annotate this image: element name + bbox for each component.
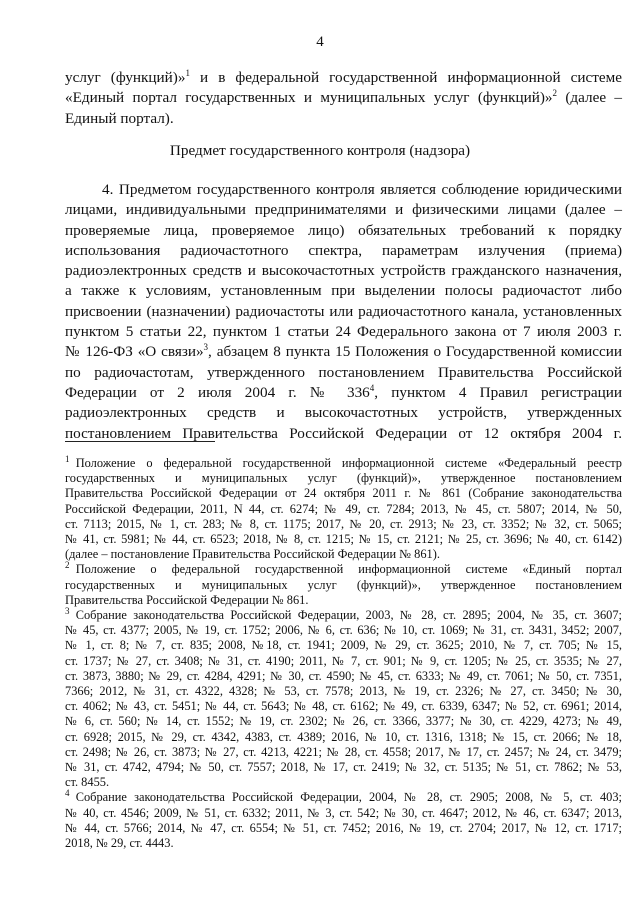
paragraph-intro bbox=[65, 68, 622, 129]
text-line bbox=[65, 68, 622, 88]
footnote-text: Собрание законодательства Российской Федерации, 2003, № 28, ст. 2895; 2004, № 35, ст. 3607; bbox=[75, 608, 622, 623]
footnote-text: Правительства Российской Федерации от 24 октября 2011 г. № 861 (Собрание законодательства bbox=[65, 486, 622, 501]
text-segment: использования радиочастотного спектра, параметрам излучения (приема) bbox=[65, 241, 622, 259]
paragraph-subject-of-control bbox=[65, 180, 622, 444]
footnote-text: Собрание законодательства Российской Федерации, 2004, № 28, ст. 2905; 2008, № 5, ст. 403; bbox=[75, 790, 622, 805]
text-segment: радиоэлектронных средств и высокочастотных устройств, утвержденных bbox=[65, 404, 622, 422]
footnote-line bbox=[65, 517, 622, 532]
footnote-text: ст. 6928; 2015, № 29, ст. 4342, 4383, ст. 4389; 2016, № 10, ст. 1316, 1318; № 15, ст. 2066; № 18, bbox=[65, 729, 622, 744]
text-segment: по радиочастотам, утвержденного постановлением Правительства Российской bbox=[65, 363, 622, 381]
footnote-mark: 2 bbox=[65, 560, 70, 571]
text-line bbox=[65, 322, 622, 342]
footnote-text: ст. 7113; 2015, № 1, ст. 283; № 8, ст. 1175; 2017, № 20, ст. 2913; № 23, ст. 3352; № 32, ст. 5065; bbox=[65, 516, 622, 531]
text-line bbox=[65, 200, 622, 220]
text-segment: лицами, индивидуальными предпринимателями и физическими лицами (далее – bbox=[65, 201, 622, 219]
footnote-text: № 45, ст. 4377; 2005, № 19, ст. 1752; 2006, № 6, ст. 636; № 10, ст. 1069; № 31, ст. 3431, 3452; 2007, bbox=[65, 623, 622, 638]
footnote-text: 2018, № 29, ст. 4443. bbox=[65, 836, 174, 851]
footnote-line bbox=[65, 547, 622, 562]
text-segment: (далее – bbox=[557, 89, 622, 107]
footnote-line bbox=[65, 821, 622, 836]
footnote-item bbox=[65, 562, 622, 608]
text-line bbox=[65, 302, 622, 322]
footnote-line bbox=[65, 502, 622, 517]
text-segment: проверяемые лица, проверяемое лицо) обязательных требований к порядку bbox=[65, 221, 622, 239]
text-line bbox=[65, 281, 622, 301]
text-segment: присвоении (назначении) радиочастоты или радиочастотного канала, установленных bbox=[65, 302, 622, 320]
footnote-line bbox=[65, 714, 622, 729]
section-heading: Предмет государственного контроля (надзора) bbox=[169, 142, 471, 159]
footnote-line bbox=[65, 775, 622, 790]
text-line bbox=[65, 363, 622, 383]
footnote-line bbox=[65, 593, 622, 608]
footnote-line bbox=[65, 790, 622, 805]
text-segment: радиоэлектронных средств и высокочастотных устройств гражданского назначения, bbox=[65, 262, 622, 280]
footnote-item bbox=[65, 605, 622, 790]
footnote-text: № 1, ст. 8; № 7, ст. 835; 2008, №18, ст. 1941; 2009, № 29, ст. 3625; 2010, № 7, ст. 705; № 15, bbox=[65, 638, 622, 653]
footnote-line bbox=[65, 453, 622, 471]
footnote-item bbox=[65, 453, 622, 562]
footnote-line bbox=[65, 699, 622, 714]
text-line bbox=[65, 88, 622, 108]
footnote-line bbox=[65, 605, 622, 623]
footnote-line bbox=[65, 684, 622, 699]
text-segment: «Единый портал государственных и муниципальных услуг (функций)» bbox=[65, 89, 553, 107]
footnote-text: № 44, ст. 5766; 2014, № 47, ст. 6554; № 51, ст. 7452; 2016, № 19, ст. 2704; 2017, № 12, ст. 1717; bbox=[65, 820, 622, 835]
footnote-text: Правительства Российской Федерации № 861. bbox=[65, 592, 309, 607]
footnote-line bbox=[65, 760, 622, 775]
footnote-text: № 41, ст. 5981; № 44, ст. 6523; 2018, № 8, ст. 1215; № 15, ст. 2121; № 25, ст. 3696; № 40, ст. 6142) bbox=[65, 532, 622, 547]
footnote-line bbox=[65, 669, 622, 684]
text-line bbox=[65, 403, 622, 423]
text-segment: Федерации от 2 июля 2004 г. № 336 bbox=[65, 383, 370, 401]
footnote-line bbox=[65, 836, 622, 851]
text-segment: а также к условиям, установленным при выделении полосы радиочастот либо bbox=[65, 282, 622, 300]
footnote-line bbox=[65, 654, 622, 669]
page-number: 4 bbox=[316, 34, 324, 50]
footnote-text: Положение о федеральной государственной информационной системе «Единый портал bbox=[75, 562, 622, 577]
text-segment: постановлением Правительства Российской Федерации от 12 октября 2004 г. bbox=[65, 424, 622, 442]
footnote-text: № 6, ст. 560; № 14, ст. 1552; № 19, ст. 2302; № 26, ст. 3366, 3377; № 30, ст. 4229, 4273; № 49, bbox=[65, 714, 622, 729]
footnote-mark: 3 bbox=[65, 605, 70, 616]
footnote-line bbox=[65, 562, 622, 577]
text-segment: , пунктом 4 Правил регистрации bbox=[374, 383, 622, 401]
text-line bbox=[65, 342, 622, 362]
footnote-line bbox=[65, 730, 622, 745]
footnote-text: № 31, ст. 4742, 4794; № 50, ст. 7557; 2018, № 17, ст. 2419; № 32, ст. 5135; № 51, ст. 7862; № 53, bbox=[65, 760, 622, 775]
text-line bbox=[65, 261, 622, 281]
footnote-text: государственных и муниципальных услуг (функций)», утвержденное постановлением bbox=[65, 471, 622, 486]
text-segment: № 126-ФЗ «О связи» bbox=[65, 343, 204, 361]
footnote-reference: 4 bbox=[369, 382, 375, 393]
footnote-line bbox=[65, 623, 622, 638]
text-line bbox=[65, 383, 622, 403]
footnote-text: Российской Федерации, 2011, N 44, ст. 6274; № 49, ст. 7284; 2013, № 45, ст. 5807; 2014, № 50, bbox=[65, 501, 622, 516]
footnote-line bbox=[65, 532, 622, 547]
footnote-text: 7366; 2012, № 31, ст. 4322, 4328; № 53, ст. 7578; 2013, № 19, ст. 2326; № 27, ст. 3450; № 30, bbox=[65, 684, 622, 699]
footnote-text: ст. 1737; № 27, ст. 3408; № 31, ст. 4190; 2011, № 7, ст. 901; № 9, ст. 1205; № 25, ст. 3535; № 27, bbox=[65, 653, 622, 668]
footnote-line bbox=[65, 486, 622, 501]
footnote-mark: 4 bbox=[65, 788, 70, 799]
text-segment: услуг (функций)» bbox=[65, 69, 186, 86]
text-line bbox=[65, 241, 622, 261]
text-line bbox=[65, 109, 622, 129]
footnote-item bbox=[65, 790, 622, 851]
text-segment: Единый портал). bbox=[65, 109, 174, 127]
footnote-text: ст. 2498; № 26, ст. 3873; № 27, ст. 4213, 4221; № 28, ст. 4558; 2017, № 17, ст. 2457; № 24, ст. 3479; bbox=[65, 744, 622, 759]
text-segment: и в федеральной государственной информационной системе bbox=[189, 69, 622, 86]
text-segment: 4. Предметом государственного контроля является соблюдение юридическими bbox=[102, 181, 622, 198]
text-segment: , абзацем 8 пункта 15 Положения о Государственной комиссии bbox=[208, 343, 622, 361]
footnote-reference: 1 bbox=[185, 67, 190, 78]
footnote-text: (далее – постановление Правительства Российской Федерации № 861). bbox=[65, 547, 440, 562]
footnote-line bbox=[65, 638, 622, 653]
footnote-line bbox=[65, 578, 622, 593]
footnote-divider bbox=[65, 441, 215, 442]
footnote-line bbox=[65, 471, 622, 486]
text-segment: пунктом 5 статьи 22, пунктом 1 статьи 24 Федерального закона от 7 июля 2003 г. bbox=[65, 323, 622, 341]
footnote-line bbox=[65, 745, 622, 760]
footnote-reference: 3 bbox=[203, 342, 209, 353]
footnote-mark: 1 bbox=[65, 453, 70, 464]
footnote-text: № 40, ст. 4546; 2009, № 51, ст. 6332; 2011, № 3, ст. 542; № 30, ст. 4647; 2012, № 46, ст. 6347; 2013, bbox=[65, 805, 622, 820]
footnotes bbox=[65, 453, 622, 851]
text-line bbox=[65, 221, 622, 241]
footnote-text: ст. 4062; № 43, ст. 5451; № 44, ст. 5643; № 48, ст. 6162; № 49, ст. 6339, 6347; № 52, ст. 6961; 2014, bbox=[65, 699, 622, 714]
footnote-text: государственных и муниципальных услуг (функций)», утвержденное постановлением bbox=[65, 577, 622, 592]
text-line bbox=[65, 180, 622, 200]
footnote-line bbox=[65, 806, 622, 821]
footnote-text: ст. 8455. bbox=[65, 775, 110, 790]
footnote-text: ст. 3873, 3880; № 29, ст. 4284, 4291; № 30, ст. 4590; № 45, ст. 6333; № 49, ст. 7061; № 50, ст. 7351, bbox=[65, 668, 622, 683]
footnote-text: Положение о федеральной государственной информационной системе «Федеральный реестр bbox=[75, 456, 622, 470]
footnote-reference: 2 bbox=[552, 88, 558, 99]
